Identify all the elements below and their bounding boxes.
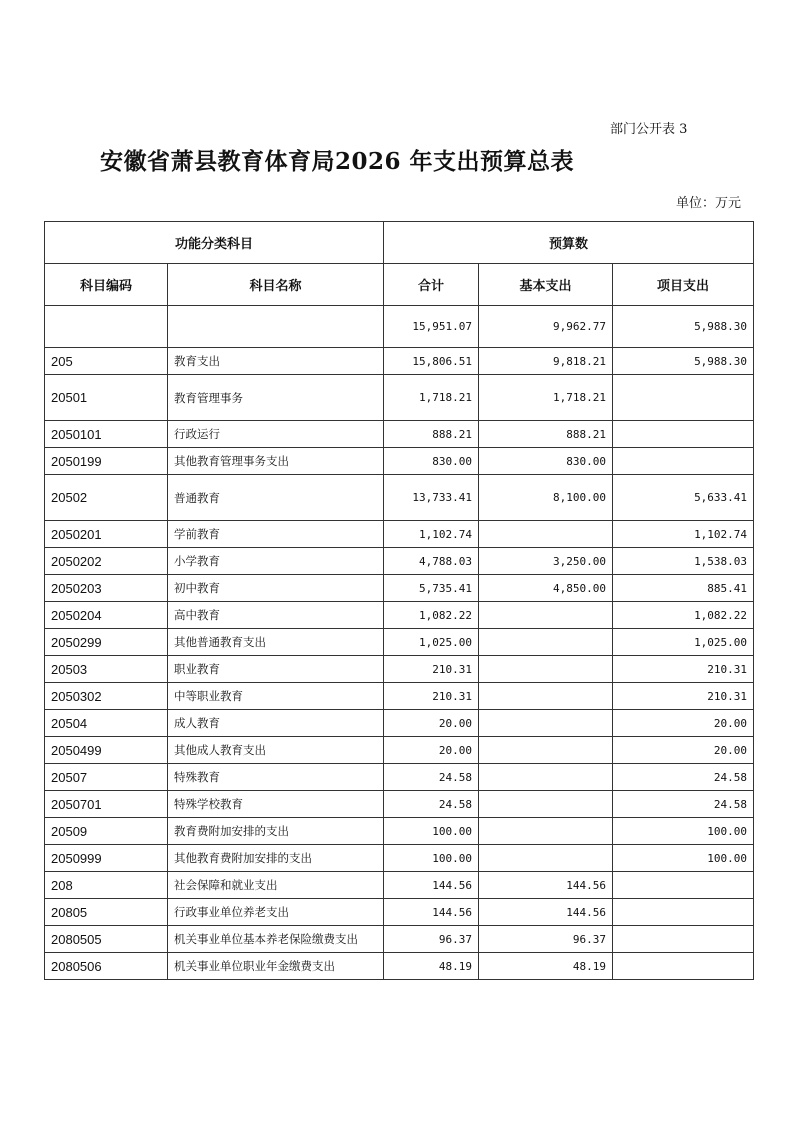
- row-code: 2050201: [45, 521, 168, 548]
- row-code: 205: [45, 348, 168, 375]
- row-total: 144.56: [384, 872, 479, 899]
- row-project: 24.58: [613, 764, 754, 791]
- row-name: 小学教育: [168, 548, 384, 575]
- row-project: 210.31: [613, 656, 754, 683]
- table-row: [45, 375, 754, 421]
- row-code: [45, 306, 168, 348]
- row-name: [168, 306, 384, 348]
- row-project: 5,988.30: [613, 306, 754, 348]
- row-name: 社会保障和就业支出: [168, 872, 384, 899]
- row-project: [613, 926, 754, 953]
- row-total: 210.31: [384, 683, 479, 710]
- row-total: 1,082.22: [384, 602, 479, 629]
- row-code: 208: [45, 872, 168, 899]
- table-row: [45, 421, 754, 448]
- row-project: 5,988.30: [613, 348, 754, 375]
- row-name: 教育支出: [168, 348, 384, 375]
- row-total: 100.00: [384, 845, 479, 872]
- row-total: 5,735.41: [384, 575, 479, 602]
- header-group-row: [45, 222, 754, 264]
- header-budget-group: 预算数: [384, 222, 754, 264]
- row-name: 普通教育: [168, 475, 384, 521]
- row-name: 其他教育管理事务支出: [168, 448, 384, 475]
- header-column-row: [45, 264, 754, 306]
- row-name: 特殊学校教育: [168, 791, 384, 818]
- row-code: 2050202: [45, 548, 168, 575]
- row-basic: [479, 629, 613, 656]
- row-basic: [479, 845, 613, 872]
- row-project: [613, 872, 754, 899]
- row-code: 20502: [45, 475, 168, 521]
- table-row: [45, 575, 754, 602]
- row-total: 15,806.51: [384, 348, 479, 375]
- row-total: 1,025.00: [384, 629, 479, 656]
- row-code: 20507: [45, 764, 168, 791]
- row-total: 100.00: [384, 818, 479, 845]
- table-row: [45, 656, 754, 683]
- row-basic: 8,100.00: [479, 475, 613, 521]
- table-row: [45, 683, 754, 710]
- header-name: 科目名称: [168, 264, 384, 306]
- row-project: 1,102.74: [613, 521, 754, 548]
- row-basic: 9,818.21: [479, 348, 613, 375]
- row-code: 2050101: [45, 421, 168, 448]
- table-row: [45, 899, 754, 926]
- row-name: 成人教育: [168, 710, 384, 737]
- table-row: [45, 521, 754, 548]
- page-title: 安徽省萧县教育体育局2026 年支出预算总表: [100, 148, 575, 175]
- row-code: 2050701: [45, 791, 168, 818]
- header-code: 科目编码: [45, 264, 168, 306]
- row-name: 教育管理事务: [168, 375, 384, 421]
- row-total: 830.00: [384, 448, 479, 475]
- row-total: 888.21: [384, 421, 479, 448]
- table-row: [45, 872, 754, 899]
- row-name: 特殊教育: [168, 764, 384, 791]
- row-basic: [479, 683, 613, 710]
- table-row: [45, 953, 754, 980]
- row-total: 1,102.74: [384, 521, 479, 548]
- table-row: [45, 710, 754, 737]
- row-basic: [479, 818, 613, 845]
- row-name: 初中教育: [168, 575, 384, 602]
- row-project: 20.00: [613, 737, 754, 764]
- row-name: 其他教育费附加安排的支出: [168, 845, 384, 872]
- table-number-label: 部门公开表 3: [610, 122, 688, 137]
- row-project: [613, 953, 754, 980]
- row-project: 100.00: [613, 818, 754, 845]
- row-name: 行政事业单位养老支出: [168, 899, 384, 926]
- table-row: [45, 845, 754, 872]
- row-basic: 4,850.00: [479, 575, 613, 602]
- row-total: 144.56: [384, 899, 479, 926]
- row-total: 210.31: [384, 656, 479, 683]
- row-basic: [479, 737, 613, 764]
- row-basic: 9,962.77: [479, 306, 613, 348]
- row-basic: [479, 764, 613, 791]
- row-basic: [479, 791, 613, 818]
- table-row: [45, 926, 754, 953]
- row-project: [613, 899, 754, 926]
- row-basic: 830.00: [479, 448, 613, 475]
- row-code: 2050302: [45, 683, 168, 710]
- header-project: 项目支出: [613, 264, 754, 306]
- row-name: 机关事业单位职业年金缴费支出: [168, 953, 384, 980]
- table-row: [45, 448, 754, 475]
- row-total: 24.58: [384, 764, 479, 791]
- row-name: 其他成人教育支出: [168, 737, 384, 764]
- row-code: 20805: [45, 899, 168, 926]
- row-project: 1,082.22: [613, 602, 754, 629]
- row-basic: [479, 602, 613, 629]
- row-code: 20503: [45, 656, 168, 683]
- row-project: 885.41: [613, 575, 754, 602]
- row-total: 20.00: [384, 737, 479, 764]
- row-project: 5,633.41: [613, 475, 754, 521]
- row-basic: [479, 521, 613, 548]
- header-basic: 基本支出: [479, 264, 613, 306]
- row-total: 13,733.41: [384, 475, 479, 521]
- row-code: 2050999: [45, 845, 168, 872]
- row-code: 20504: [45, 710, 168, 737]
- row-total: 1,718.21: [384, 375, 479, 421]
- row-code: 2050499: [45, 737, 168, 764]
- table-row: [45, 306, 754, 348]
- row-name: 行政运行: [168, 421, 384, 448]
- table-row: [45, 764, 754, 791]
- row-basic: 1,718.21: [479, 375, 613, 421]
- row-basic: [479, 710, 613, 737]
- row-project: 1,538.03: [613, 548, 754, 575]
- row-basic: [479, 656, 613, 683]
- table-row: [45, 818, 754, 845]
- row-project: 1,025.00: [613, 629, 754, 656]
- row-basic: 96.37: [479, 926, 613, 953]
- table-row: [45, 737, 754, 764]
- row-basic: 144.56: [479, 899, 613, 926]
- row-code: 2080506: [45, 953, 168, 980]
- row-name: 中等职业教育: [168, 683, 384, 710]
- table-row: [45, 791, 754, 818]
- row-basic: 144.56: [479, 872, 613, 899]
- row-basic: 3,250.00: [479, 548, 613, 575]
- row-name: 教育费附加安排的支出: [168, 818, 384, 845]
- table-row: [45, 475, 754, 521]
- row-project: 210.31: [613, 683, 754, 710]
- row-name: 高中教育: [168, 602, 384, 629]
- table-body: [45, 306, 754, 980]
- row-total: 96.37: [384, 926, 479, 953]
- row-code: 2050203: [45, 575, 168, 602]
- row-code: 2050204: [45, 602, 168, 629]
- unit-label: 单位：万元: [676, 196, 742, 211]
- row-total: 20.00: [384, 710, 479, 737]
- row-code: 2050299: [45, 629, 168, 656]
- row-project: 24.58: [613, 791, 754, 818]
- row-name: 学前教育: [168, 521, 384, 548]
- table-row: [45, 348, 754, 375]
- row-total: 4,788.03: [384, 548, 479, 575]
- row-name: 其他普通教育支出: [168, 629, 384, 656]
- row-total: 48.19: [384, 953, 479, 980]
- row-name: 机关事业单位基本养老保险缴费支出: [168, 926, 384, 953]
- row-total: 24.58: [384, 791, 479, 818]
- row-basic: 888.21: [479, 421, 613, 448]
- row-code: 20501: [45, 375, 168, 421]
- row-project: 20.00: [613, 710, 754, 737]
- table-row: [45, 629, 754, 656]
- table-row: [45, 602, 754, 629]
- header-total: 合计: [384, 264, 479, 306]
- row-project: [613, 421, 754, 448]
- row-project: 100.00: [613, 845, 754, 872]
- row-code: 2050199: [45, 448, 168, 475]
- row-name: 职业教育: [168, 656, 384, 683]
- row-code: 2080505: [45, 926, 168, 953]
- budget-table: [44, 221, 754, 980]
- row-basic: 48.19: [479, 953, 613, 980]
- row-code: 20509: [45, 818, 168, 845]
- row-project: [613, 448, 754, 475]
- table-row: [45, 548, 754, 575]
- row-project: [613, 375, 754, 421]
- header-category-group: 功能分类科目: [45, 222, 384, 264]
- row-total: 15,951.07: [384, 306, 479, 348]
